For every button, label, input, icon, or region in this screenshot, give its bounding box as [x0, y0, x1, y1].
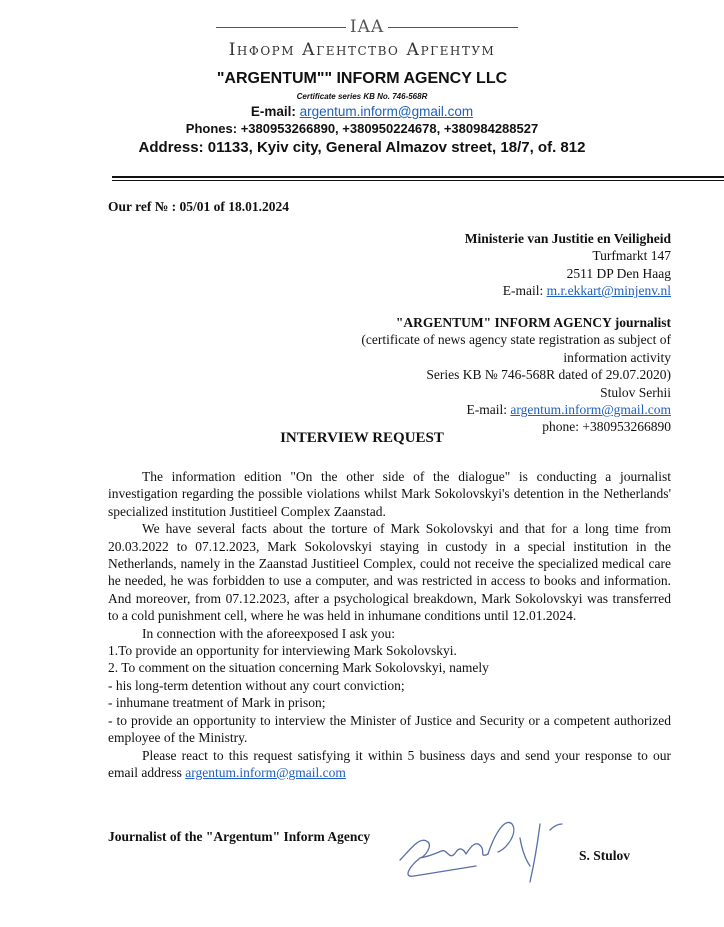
agency-name-ua: Інформ Агентство Аргентум	[228, 40, 496, 60]
body-paragraph-2: We have several facts about the torture of Mark Sokolovskyi and that for a long time from 20.03.2022 to 07.12.2023, Mark Sokolovskyi staying in custody in a special institution in the Netherlands, namely in the Zaanstad Justitieel Complex, could not receive the specialized medical care he needed, he was forbidden to use a computer, and was restricted in access to books and information. And moreover, from 07.12.2023, after a psychological breakdown, Mark Sokolovskyi was transferred to a cold punishment cell, where he was held in inhumane conditions until 12.01.2024.	[108, 521, 671, 624]
handwritten-signature	[380, 790, 580, 890]
recipient-city: 2511 DP Den Haag	[566, 265, 671, 281]
letterhead-divider-thin	[112, 180, 724, 181]
signature-label: Journalist of the "Argentum" Inform Agency	[108, 829, 371, 844]
letterhead-email-link[interactable]: argentum.inform@gmail.com	[299, 104, 474, 119]
letter-body	[108, 468, 671, 781]
request-item-3: - his long-term detention without any court conviction;	[108, 677, 405, 693]
sender-email-label: E-mail:	[466, 402, 511, 418]
recipient-email-link[interactable]: m.r.ekkart@minjenv.nl	[546, 283, 671, 299]
body-paragraph-3: In connection with the aforeexposed I ask you:	[142, 625, 396, 641]
request-item-1: 1.To provide an opportunity for interviewing Mark Sokolovskyi.	[108, 643, 457, 659]
sender-certificate-line2: information activity	[563, 349, 671, 365]
sender-block	[311, 314, 671, 436]
recipient-email-line	[465, 282, 671, 299]
request-item-2: 2. To comment on the situation concerning Mark Sokolovskyi, namely	[108, 660, 489, 676]
sender-certificate-line1: (certificate of news agency state registration as subject of	[361, 332, 671, 348]
sender-phone: phone: +380953266890	[542, 419, 671, 435]
letterhead-divider-thick	[112, 176, 724, 178]
signatory-name: S. Stulov	[579, 848, 631, 863]
letterhead-email-label: E-mail:	[250, 104, 300, 119]
certificate-series: Certificate series KB No. 746-568R	[296, 92, 428, 101]
agency-name-en: "ARGENTUM"" INFORM AGENCY LLC	[216, 70, 508, 87]
document-title: INTERVIEW REQUEST	[280, 430, 444, 446]
sender-certificate-line3: Series KB № 746-568R dated of 29.07.2020)	[426, 367, 671, 383]
recipient-street: Turfmarkt 147	[592, 248, 671, 264]
recipient-email-label: E-mail:	[502, 283, 547, 299]
sender-email-link[interactable]: argentum.inform@gmail.com	[510, 402, 671, 418]
sender-name: Stulov Serhii	[600, 384, 671, 400]
agency-logo	[0, 16, 724, 38]
recipient-name: Ministerie van Justitie en Veiligheid	[464, 231, 671, 246]
letterhead-address: Address: 01133, Kyiv city, General Almazov street, 18/7, of. 812	[138, 139, 586, 156]
body-paragraph-4-text: Please react to this request satisfying it within 5 business days and send your response to our email address	[108, 747, 671, 780]
request-item-5: - to provide an opportunity to interview the Minister of Justice and Security or a competent authorized employee of the Ministry.	[108, 712, 671, 746]
body-email-link[interactable]: argentum.inform@gmail.com	[185, 764, 346, 780]
sender-title: "ARGENTUM" INFORM AGENCY journalist	[395, 315, 671, 330]
letterhead-phones: Phones: +380953266890, +380950224678, +380984288527	[185, 121, 539, 136]
sender-email-line	[311, 401, 671, 418]
recipient-block	[465, 230, 671, 300]
letterhead-email-line	[0, 104, 724, 119]
body-paragraph-1: The information edition "On the other side of the dialogue" is conducting a journalist investigation regarding the possible violations whilst Mark Sokolovskyi's detention in the Netherlands' specialized institution Justitieel Complex Zaanstad.	[108, 469, 671, 519]
body-paragraph-4	[108, 747, 671, 782]
logo-line-left	[216, 27, 346, 28]
request-item-4: - inhumane treatment of Mark in prison;	[108, 695, 326, 711]
logo-text: IAA	[349, 17, 385, 37]
logo-line-right	[388, 27, 518, 28]
reference-number: Our ref № : 05/01 of 18.01.2024	[108, 199, 290, 214]
